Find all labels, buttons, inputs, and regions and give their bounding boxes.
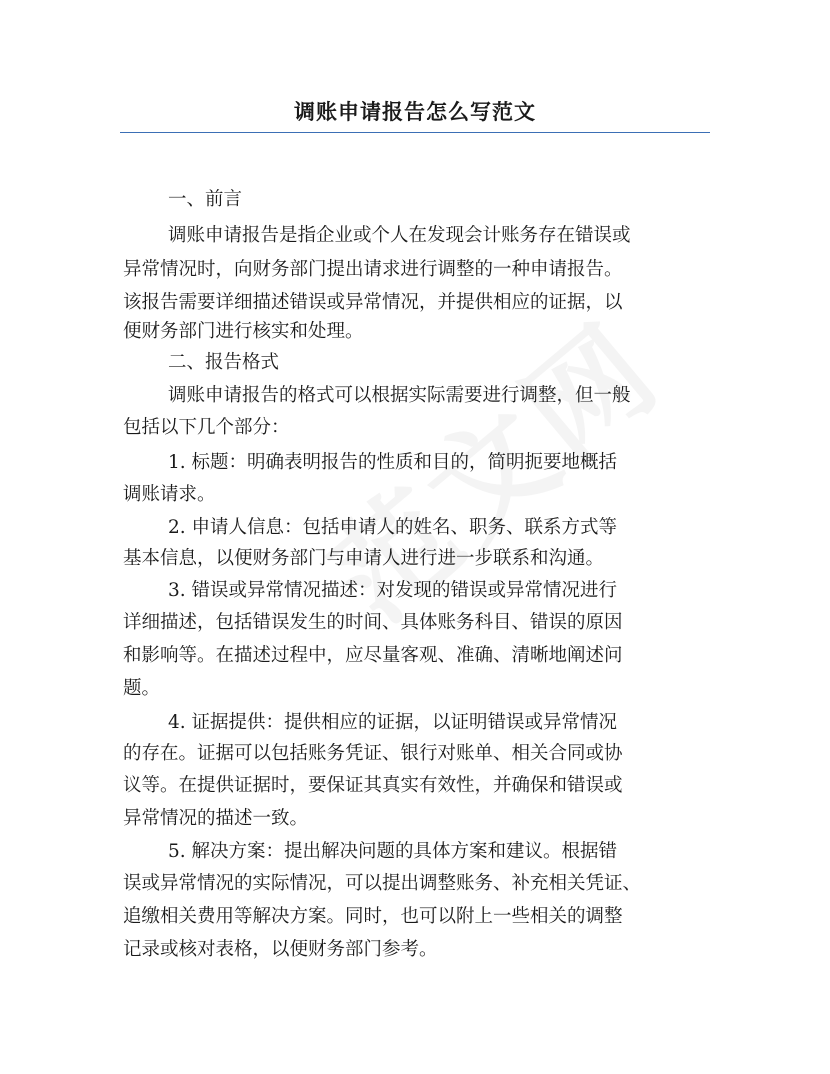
section-heading-format: 二、报告格式 [168, 352, 280, 373]
list-item-line: 基本信息，以便财务部门与申请人进行进一步联系和沟通。 [123, 548, 605, 569]
title-divider [120, 132, 710, 133]
section-heading-preface: 一、前言 [168, 189, 243, 210]
list-item-line: 和影响等。在描述过程中，应尽量客观、准确、清晰地阐述问 [123, 645, 623, 666]
list-item-line: 3. 错误或异常情况描述：对发现的错误或异常情况进行 [168, 580, 618, 601]
list-item-line: 的存在。证据可以包括账务凭证、银行对账单、相关合同或协 [123, 743, 623, 764]
list-item-line: 异常情况的描述一致。 [123, 808, 309, 829]
list-item-line: 4. 证据提供：提供相应的证据，以证明错误或异常情况 [168, 712, 618, 733]
list-item-line: 议等。在提供证据时，要保证其真实有效性，并确保和错误或 [123, 775, 623, 796]
paragraph-line: 便财务部门进行核实和处理。 [123, 321, 364, 342]
list-item-line: 误或异常情况的实际情况，可以提出调整账务、补充相关凭证、 [123, 873, 642, 894]
list-item-line: 2. 申请人信息：包括申请人的姓名、职务、联系方式等 [168, 517, 618, 538]
list-item-line: 调账请求。 [123, 484, 216, 505]
list-item-line: 记录或核对表格，以便财务部门参考。 [123, 939, 438, 960]
list-item-line: 详细描述，包括错误发生的时间、具体账务科目、错误的原因 [123, 612, 623, 633]
paragraph-line: 调账申请报告的格式可以根据实际需要进行调整，但一般 [168, 385, 631, 406]
paragraph-line: 异常情况时，向财务部门提出请求进行调整的一种申请报告。 [123, 259, 623, 280]
page-title: 调账申请报告怎么写范文 [294, 100, 536, 124]
list-item-line: 追缴相关费用等解决方案。同时，也可以附上一些相关的调整 [123, 906, 623, 927]
paragraph-line: 该报告需要详细描述错误或异常情况，并提供相应的证据，以 [123, 292, 623, 313]
paragraph-line: 包括以下几个部分： [123, 417, 290, 438]
list-item-line: 题。 [123, 678, 161, 699]
paragraph-line: 调账申请报告是指企业或个人在发现会计账务存在错误或 [168, 225, 631, 246]
list-item-line: 5. 解决方案：提出解决问题的具体方案和建议。根据错 [168, 841, 618, 862]
list-item-line: 1. 标题：明确表明报告的性质和目的，简明扼要地概括 [168, 452, 618, 473]
